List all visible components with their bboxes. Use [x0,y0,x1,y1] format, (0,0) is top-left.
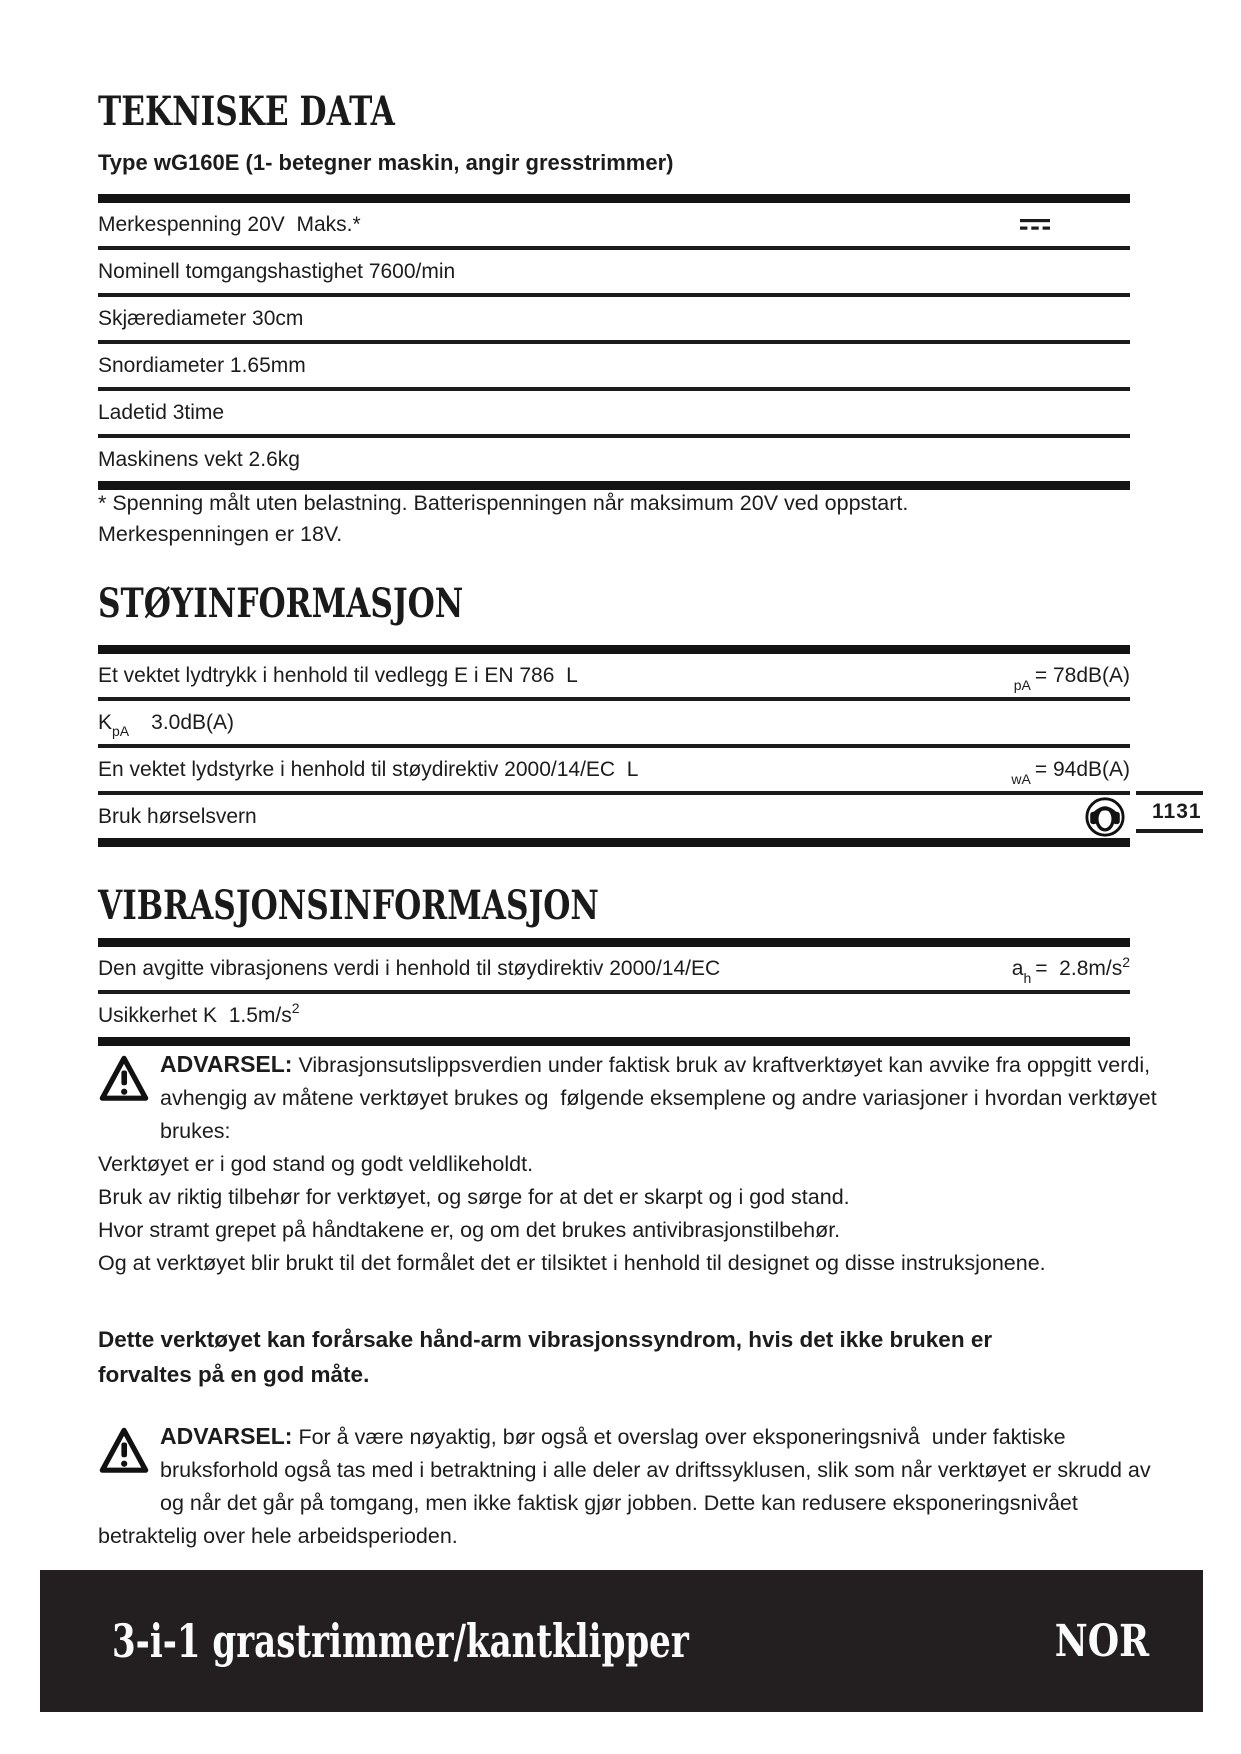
warning-line: Hvor stramt grepet på håndtakene er, og om det brukes antivibrasjonstilbehør. [98,1218,841,1242]
footnote-line: * Spenning målt uten belastning. Batterispenningen når maksimum 20V ved oppstart. [98,491,909,515]
table-row [98,947,1130,994]
value-text: = 78dB(A) [1034,663,1130,687]
spec-label: Maskinens vekt 2.6kg [98,447,300,471]
table-row [98,344,1130,391]
noise-value [1011,757,1130,787]
vibration-label: Usikkerhet K 1.5m/s [98,1003,292,1027]
superscript: 2 [291,999,300,1016]
noise-label: En vektet lydstyrke i henhold til støydirektiv 2000/14/EC L [98,757,639,781]
vibration-warning-block [98,1048,1163,1280]
advarsel-label: ADVARSEL: [160,1051,293,1077]
table-row [98,654,1130,701]
subscript: h [1023,969,1032,986]
table-row [98,203,1130,250]
spec-label: Skjærediameter 30cm [98,306,304,330]
stoyinformasjon-table [98,645,1130,847]
tekniske-data-table [98,194,1130,490]
type-subtitle: Type wG160E (1- betegner maskin, angir gresstrimmer) [98,150,674,175]
warning-text: Vibrasjonsutslippsverdien under faktisk bruk av kraftverktøyet kan avvike fra oppgitt verdi, avhengig av måtene verktøyet brukes og følgende eksemplene og andre variasjoner i hvordan verktøyet brukes: [160,1053,1163,1143]
footnote-line: Merkespenningen er 18V. [98,522,343,546]
noise-label: Et vektet lydtrykk i henhold til vedlegg E i EN 786 L [98,663,578,687]
table-row [98,795,1130,838]
subscript: pA [1013,676,1031,693]
spec-label: Merkespenning 20V Maks.* [98,212,361,236]
exposure-warning-block [98,1420,1158,1553]
footer-language-code: NOR [1054,1615,1149,1667]
noise-label: Bruk hørselsvern [98,804,257,828]
section-title-vibrasjonsinformasjon: VIBRASJONSINFORMASJON [98,882,599,929]
footer-product-title: 3-i-1 grastrimmer/kantklipper [112,1614,689,1668]
warning-line: Verktøyet er i god stand og godt veldlikeholdt. [98,1152,534,1176]
value-text: a [1011,956,1024,980]
table-row [98,748,1130,795]
warning-triangle-icon [98,1422,150,1482]
table-row [98,701,1130,748]
table-row [98,391,1130,438]
page-number: 1131 [1152,800,1202,823]
ear-protection-icon [1084,796,1126,838]
spec-label: Ladetid 3time [98,400,225,424]
vibration-value [1011,953,1130,986]
table-row [98,250,1130,297]
spec-label: Snordiameter 1.65mm [98,353,306,377]
value-text: 3.0dB(A) [151,710,235,734]
table-row [98,994,1130,1037]
noise-label: K [98,710,113,734]
subscript: pA [112,722,130,739]
footer-bar [40,1570,1203,1712]
warning-line: Bruk av riktig tilbehør for verktøyet, og sørge for at det er skarpt og i god stand. [98,1185,850,1209]
vibration-label: Den avgitte vibrasjonens verdi i henhold til støydirektiv 2000/14/EC [98,956,721,980]
vibrasjonsinformasjon-table [98,938,1130,1046]
noise-value [1013,663,1130,693]
table-row [98,297,1130,344]
voltage-footnote [98,488,1130,550]
section-title-tekniske-data: TEKNISKE DATA [98,88,395,135]
superscript: 2 [1122,953,1130,970]
page-number-tab [1136,791,1203,833]
dc-voltage-icon [1020,218,1050,231]
section-title-stoyinformasjon: STØYINFORMASJON [98,580,464,627]
value-text: = 94dB(A) [1034,757,1130,781]
warning-text: For å være nøyaktig, bør også et overslag over eksponeringsnivå under faktiske bruksforhold også tas med i betraktning i alle deler av driftssyklusen, slik som når verktøyet er skrudd av og når det går på tomgang, men ikke faktisk gjør jobben. Dette kan redusere eksponeringsnivået betraktelig over hele arbeidsperioden. [98,1425,1157,1548]
hand-arm-syndrome-note: Dette verktøyet kan forårsake hånd-arm vibrasjonssyndrom, hvis det ikke bruken er forvaltes på en god måte. [98,1327,999,1387]
subscript: wA [1011,770,1031,787]
table-row [98,438,1130,481]
spec-label: Nominell tomgangshastighet 7600/min [98,259,456,283]
advarsel-label: ADVARSEL: [160,1423,293,1449]
warning-triangle-icon [98,1050,150,1110]
warning-line: Og at verktøyet blir brukt til det formålet det er tilsiktet i henhold til designet og disse instruksjonene. [98,1251,1046,1275]
value-text: = 2.8m/s [1035,956,1123,980]
